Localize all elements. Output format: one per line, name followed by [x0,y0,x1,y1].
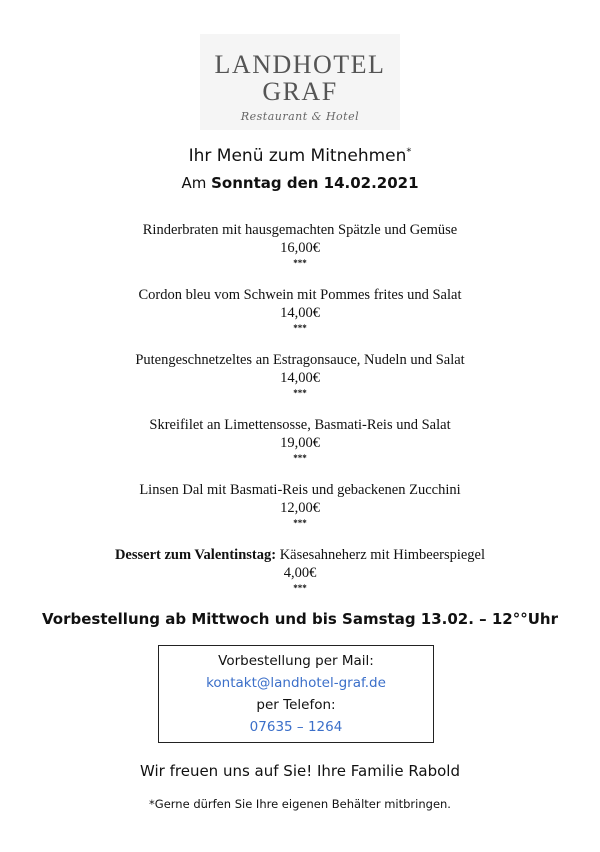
menu-item-dish-name: Rinderbraten mit hausgemachten Spätzle und Gemüse [142,222,458,238]
greeting-text: Wir freuen uns auf Sie! Ihre Familie Rabold [140,762,460,780]
menu-item-separator: *** [293,583,307,593]
menu-item-dish [0,416,600,434]
menu-item-separator: *** [293,388,307,398]
menu-date-prefix: Am [181,174,212,192]
menu-item-dish [0,286,600,304]
menu-item [0,416,600,481]
menu-item-price: 12,00€ [280,500,320,516]
menu-item [0,286,600,351]
menu-item [0,351,600,416]
phone-link[interactable]: 07635 – 1264 [249,719,343,735]
menu-item-separator: *** [293,453,307,463]
menu-item-dish-name: Putengeschnetzeltes an Estragonsauce, Nudeln und Salat [135,352,465,368]
menu-item-dish-name: Linsen Dal mit Basmati-Reis und gebackenen Zucchini [139,482,461,498]
menu-item-price: 16,00€ [280,240,320,256]
hotel-logo [200,34,400,130]
menu-item-dish-name: Käsesahneherz mit Himbeerspiegel [279,547,486,563]
menu-date-value: Sonntag den 14.02.2021 [211,174,419,192]
menu-item-price: 19,00€ [280,435,320,451]
menu-title-asterisk: * [406,146,412,158]
menu-item-price: 4,00€ [283,565,317,581]
menu-item-separator: *** [293,258,307,268]
menu-title-text: Ihr Menü zum Mitnehmen [188,146,407,166]
phone-label: per Telefon: [256,697,336,713]
preorder-notice: Vorbestellung ab Mittwoch und bis Samstag 13.02. – 12°°Uhr [41,610,559,628]
menu-item-price: 14,00€ [280,370,320,386]
menu-item-dish [0,546,600,564]
menu-item-prefix: Dessert zum Valentinstag: [114,547,280,563]
menu-item-dish [0,351,600,369]
menu-item [0,221,600,286]
logo-tagline: Restaurant & Hotel [240,110,360,123]
email-link[interactable]: kontakt@landhotel-graf.de [206,675,386,691]
mail-label: Vorbestellung per Mail: [218,653,374,669]
menu-item-price: 14,00€ [280,305,320,321]
menu-item [0,481,600,546]
menu-item-dish-name: Skreifilet an Limettensosse, Basmati-Reis und Salat [149,417,451,433]
menu-item-separator: *** [293,518,307,528]
menu-item-dish-name: Cordon bleu vom Schwein mit Pommes frites und Salat [138,287,462,303]
menu-title [0,146,600,166]
contact-box [158,645,434,743]
menu-date [0,174,600,192]
footnote-text: *Gerne dürfen Sie Ihre eigenen Behälter mitbringen. [149,797,451,811]
menu-item-dessert [0,546,600,611]
menu-item-separator: *** [293,323,307,333]
logo-line-graf: GRAF [262,77,338,106]
menu-item-dish [0,221,600,239]
menu-list [0,221,600,611]
menu-item-dish [0,481,600,499]
logo-line-landhotel: LANDHOTEL [214,50,386,79]
